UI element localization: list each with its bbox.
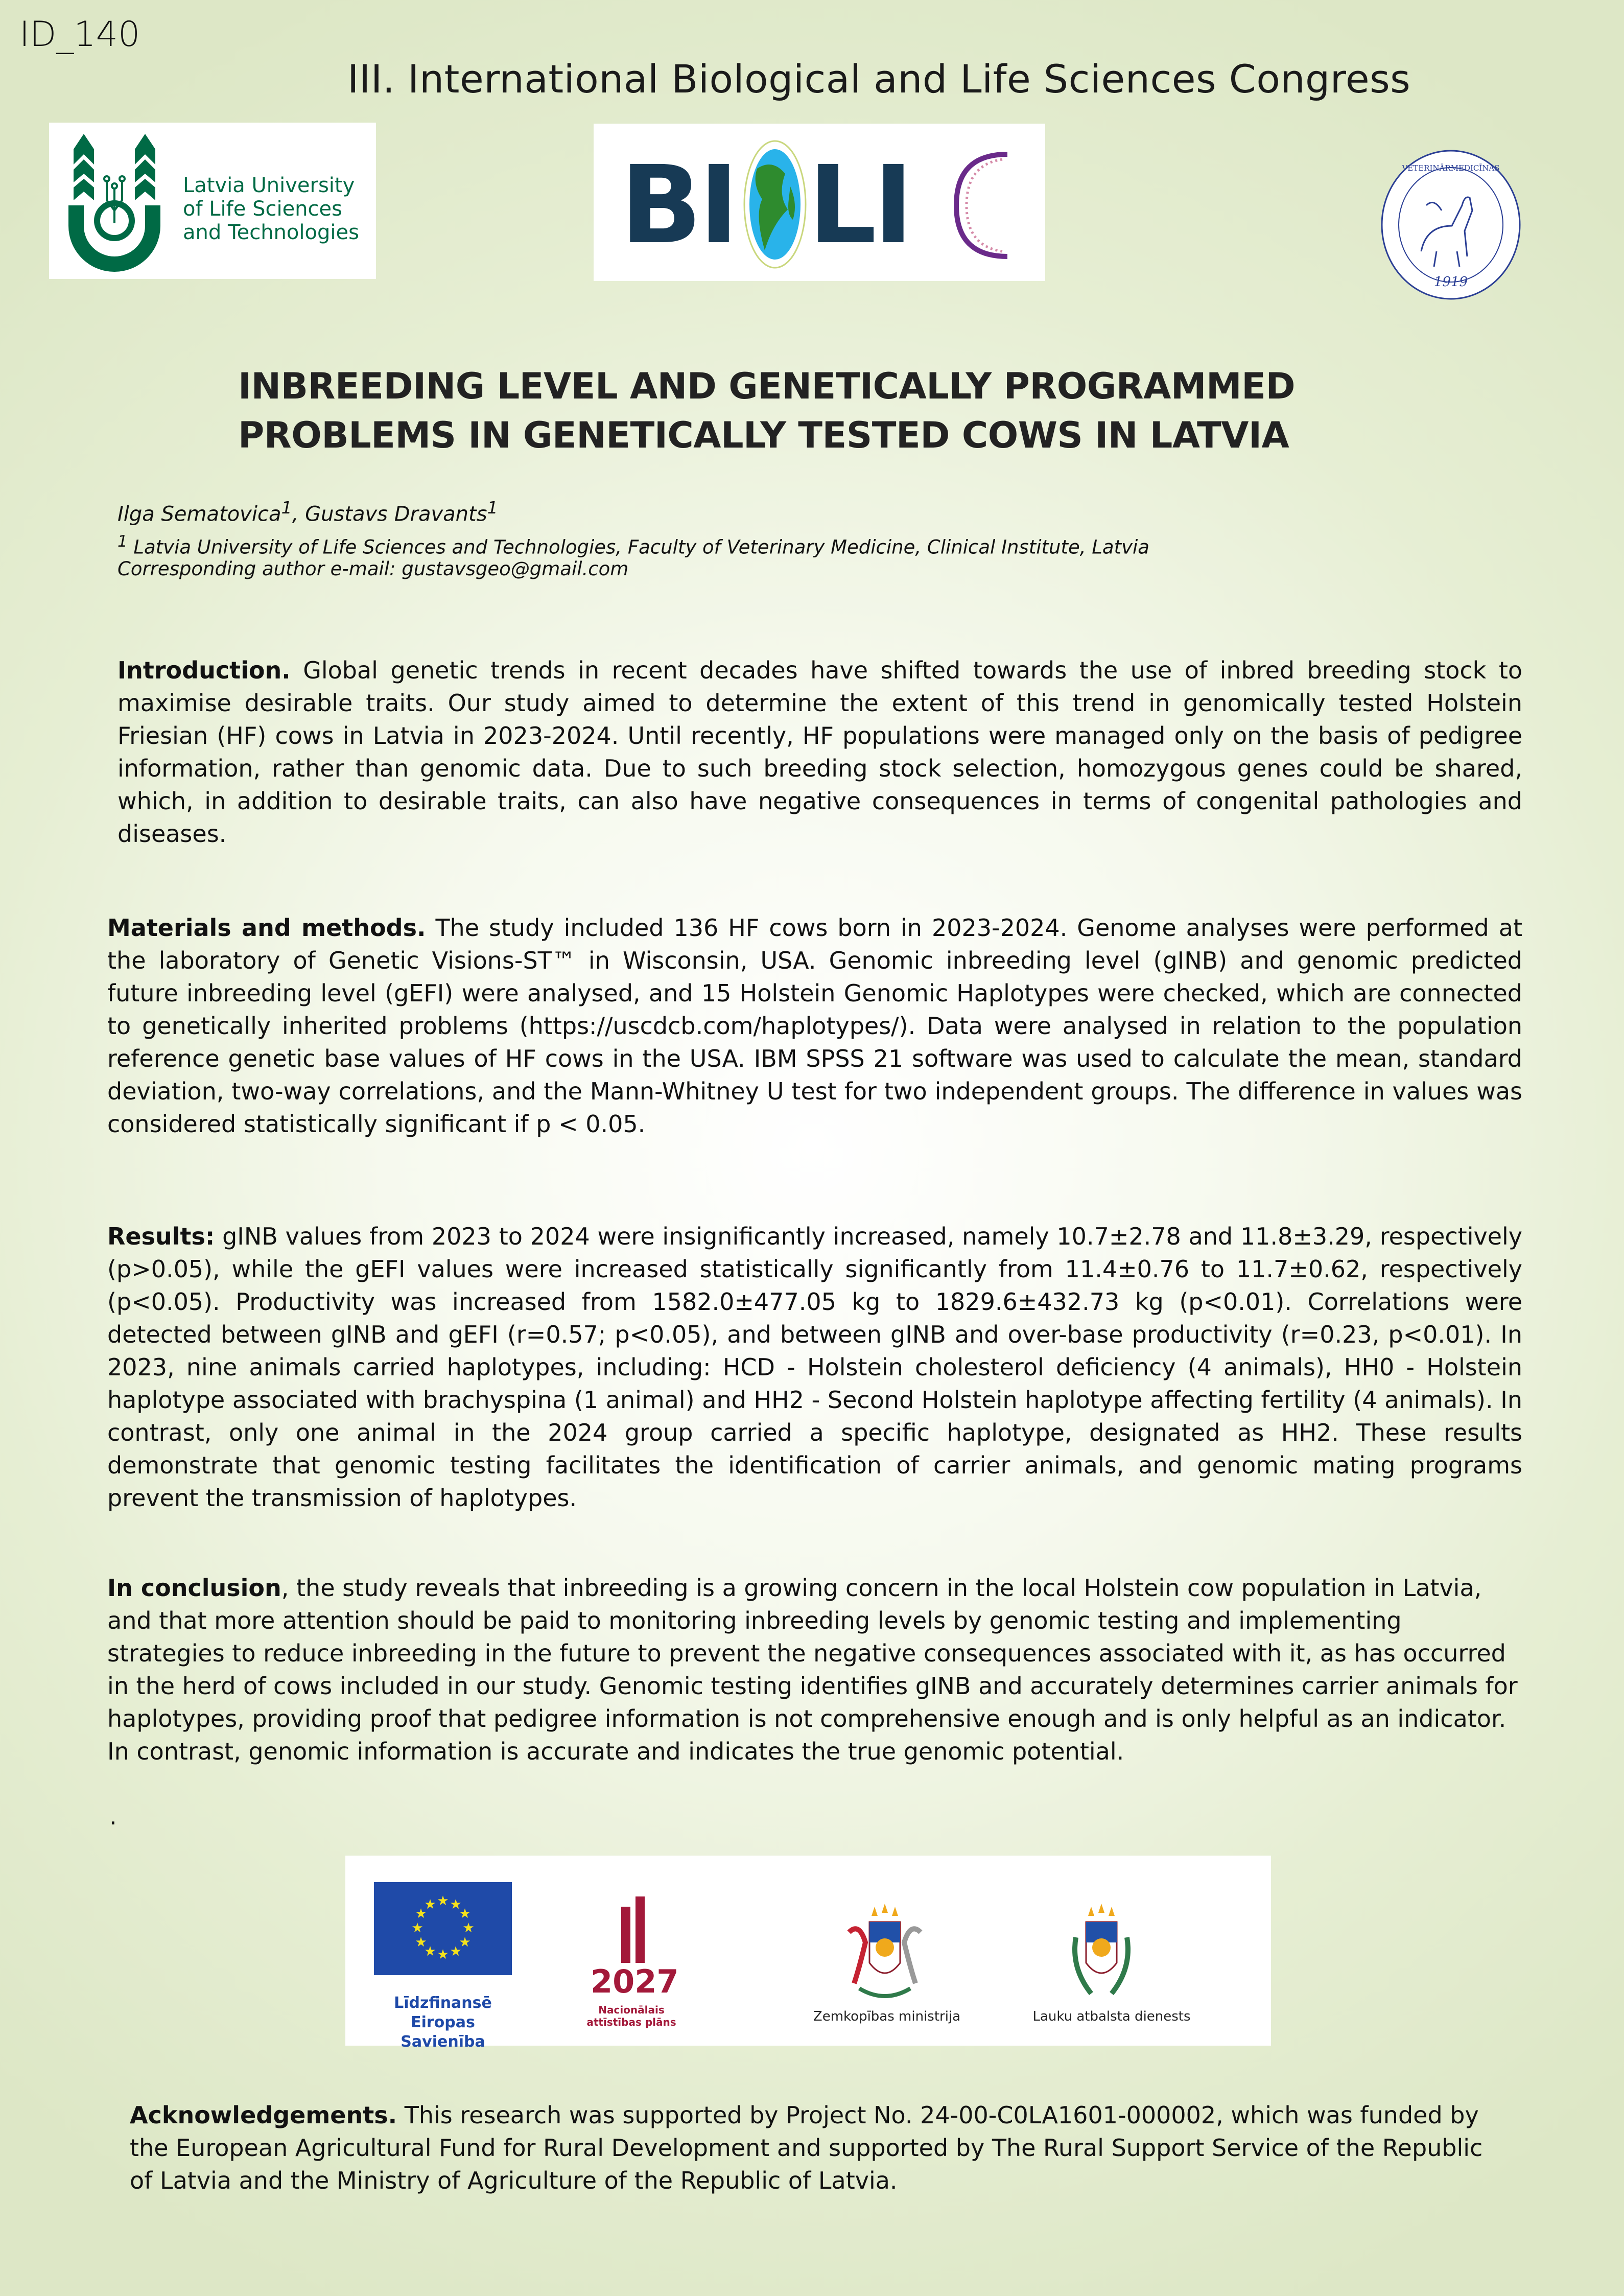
corresponding-email: Corresponding author e-mail: gustavsgeo@gmail.com — [117, 558, 629, 580]
svg-text:★: ★ — [437, 1947, 449, 1962]
methods-text: The study included 136 HF cows born in 2023-2024. Genome analyses were performed at the laboratory of Genetic Visions-ST™ in Wisconsin, USA. Genomic inbreeding level (gINB) and genomic predicted future inbreeding level (gEFI) were analysed, and 15 Holstein Genomic Haplotypes were checked, which are connected to genetically inherited problems (https://uscdcb.com/haplotypes/). Data were analysed in relation to the population reference genetic base values of HF cows in the USA. IBM SPSS 21 software was used to calculate the mean, standard deviation, two-way correlations, and the Mann-Whitney U test for two independent groups. The difference in values was considered statistically significant if p < 0.05. — [107, 914, 1522, 1138]
title-line-2: PROBLEMS IN GENETICALLY TESTED COWS IN LATVIA — [238, 414, 1289, 456]
author-name: Ilga Sematovica — [117, 502, 281, 526]
eu-label-line-1: Līdzfinansē — [394, 1994, 492, 2012]
methods-section — [107, 911, 1522, 1140]
sponsor-logos — [345, 1856, 1271, 2051]
svg-text:★: ★ — [424, 1897, 436, 1912]
globe-icon — [742, 138, 808, 271]
svg-text:★: ★ — [462, 1920, 475, 1936]
title-line-1: INBREEDING LEVEL AND GENETICALLY PROGRAMMED — [238, 365, 1296, 407]
author-sup: 1 — [487, 498, 498, 518]
eu-label-line-2: Eiropas Savienība — [401, 2013, 485, 2051]
methods-heading: Materials and methods. — [107, 914, 426, 942]
seal-year: 1919 — [1433, 274, 1468, 290]
llu-name-line-2: of Life Sciences — [183, 197, 342, 221]
results-heading: Results: — [107, 1223, 215, 1250]
centaur-seal-icon — [1375, 149, 1526, 300]
congress-title: III. International Biological and Life Sciences Congress — [347, 56, 1411, 102]
results-section — [107, 1220, 1522, 1514]
conclusion-section — [107, 1572, 1522, 1768]
seal-ring-top: VETERINĀRMEDICĪNAS — [1402, 163, 1500, 173]
nap-label-line-1: Nacionālais — [598, 2004, 665, 2016]
latvia-coat-of-arms-large-icon — [834, 1902, 936, 2009]
results-text: gINB values from 2023 to 2024 were insignificantly increased, namely 10.7±2.78 and 11.8±3.29, respectively (p>0.05), while the gEFI values were increased statistically significantly from 11.4±0.76 to 11.7±0.62, respectively (p<0.05). Productivity was increased from 1582.0±477.05 kg to 1829.6±432.73 kg (p<0.01). Correlations were detected between gINB and gEFI (r=0.57; p<0.05), and between gINB and over-base productivity (r=0.23, p<0.01). In 2023, nine animals carried haplotypes, including: HCD - Holstein cholesterol deficiency (4 animals), HH0 - Holstein haplotype associated with brachyspina (1 animal) and HH2 - Second Holstein haplotype affecting fertility (4 animals). In contrast, only one animal in the 2024 group carried a specific haplotype, designated as HH2. These results demonstrate that genomic testing facilitates the identification of carrier animals, and genomic mating programs prevent the transmission of haplotypes. — [107, 1223, 1523, 1512]
affiliation-sup: 1 — [117, 532, 128, 551]
nap-bar-icon — [621, 1907, 630, 1963]
author-name: Gustavs Dravants — [305, 502, 487, 526]
conclusion-heading: In conclusion — [107, 1574, 281, 1602]
llu-name-line-1: Latvia University — [183, 174, 355, 197]
nap-bar-icon — [636, 1896, 645, 1963]
introduction-section — [117, 654, 1522, 850]
svg-text:★: ★ — [415, 1935, 427, 1950]
svg-text:★: ★ — [415, 1906, 427, 1922]
acknowledgements-text: This research was supported by Project No. 24-00-C0LA1601-000002, which was funded by the European Agricultural Fund for Rural Development and supported by The Rural Support Service of the Republic of Latvia and the Ministry of Agriculture of the Republic of Latvia. — [130, 2101, 1483, 2194]
eu-stars-icon — [374, 1882, 512, 1975]
conclusion-text: , the study reveals that inbreeding is a growing concern in the local Holstein cow population in Latvia, and that more attention should be paid to monitoring inbreeding levels by genomic testing and implementing strategies to reduce inbreeding in the future to prevent the negative consequences associated with it, as has occurred in the herd of cows included in our study. Genomic testing identifies gINB and accurately determines carrier animals for haplotypes, providing proof that pedigree information is not comprehensive enough and is only helpful as an indicator. In contrast, genomic information is accurate and indicates the true genomic potential. — [107, 1574, 1518, 1765]
llu-name-line-3: and Technologies — [183, 221, 359, 244]
author-list: Ilga Sematovica$^1$, Gustavs Dravants$^1$ — [117, 498, 498, 526]
eu-flag-icon — [374, 1882, 512, 1975]
dna-c-icon — [946, 144, 1018, 267]
nap-label-line-2: attīstības plāns — [586, 2016, 676, 2028]
svg-text:★: ★ — [411, 1920, 423, 1936]
vet-faculty-seal — [1375, 149, 1526, 300]
llu-emblem-icon — [63, 134, 166, 272]
acknowledgements-heading: Acknowledgements. — [130, 2101, 397, 2129]
paper-title — [238, 362, 1413, 460]
svg-text:★: ★ — [459, 1935, 471, 1950]
svg-text:★: ★ — [459, 1906, 471, 1922]
poster-id: ID_140 — [19, 14, 140, 55]
llu-logo — [49, 123, 376, 279]
lad-label: Lauku atbalsta dienests — [1032, 2009, 1191, 2024]
zm-label: Zemkopības ministrija — [813, 2009, 961, 2024]
acknowledgements-section — [130, 2099, 1509, 2197]
biolic-text-bi: BI — [620, 143, 736, 268]
svg-text:★: ★ — [450, 1897, 462, 1912]
biolic-text-li: LI — [808, 143, 910, 268]
nap-number: 2027 — [591, 1963, 679, 2000]
introduction-text: Global genetic trends in recent decades have shifted towards the use of inbred breeding stock to maximise desirable traits. Our study aimed to determine the extent of this trend in genomically tested Holstein Friesian (HF) cows in Latvia in 2023-2024. Until recently, HF populations were managed only on the basis of pedigree information, rather than genomic data. Due to such breeding stock selection, homozygous genes could be shared, which, in addition to desirable traits, can also have negative consequences in terms of congenital pathologies and diseases. — [117, 657, 1523, 848]
affiliation-text: Latvia University of Life Sciences and Technologies, Faculty of Veterinary Medicine, Clinical Institute, Latvia — [133, 536, 1149, 558]
svg-text:★: ★ — [450, 1944, 462, 1959]
svg-text:★: ★ — [424, 1944, 436, 1959]
affiliation — [117, 532, 1149, 558]
svg-text:★: ★ — [437, 1893, 449, 1909]
introduction-heading: Introduction. — [117, 657, 291, 684]
latvia-coat-of-arms-small-icon — [1055, 1902, 1147, 2009]
biolic-logo — [594, 124, 1045, 281]
trailing-dot: . — [109, 1802, 117, 1830]
author-sup: 1 — [281, 498, 292, 518]
